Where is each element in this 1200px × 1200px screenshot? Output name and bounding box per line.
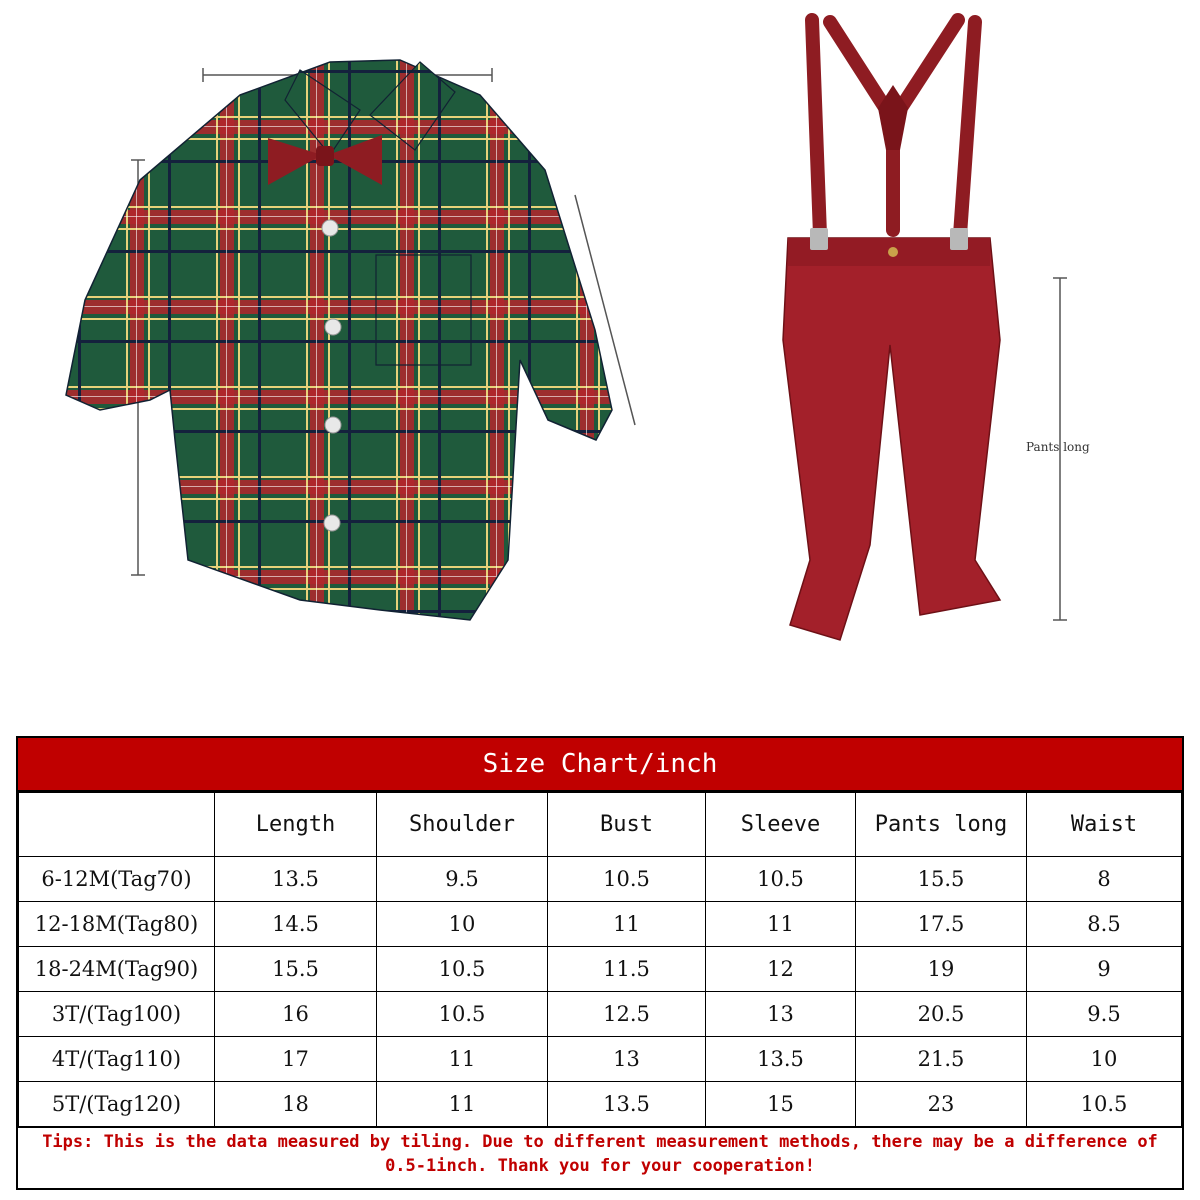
table-cell: 9 (1027, 947, 1182, 992)
red-pants-image (783, 20, 1000, 640)
table-cell: 10 (377, 902, 548, 947)
table-cell: 8 (1027, 857, 1182, 902)
size-label-cell: 3T/(Tag100) (19, 992, 215, 1037)
table-cell: 16 (215, 992, 377, 1037)
table-cell: 12.5 (548, 992, 706, 1037)
column-header: Bust (548, 793, 706, 857)
table-cell: 11 (377, 1082, 548, 1127)
column-header: Pants long (856, 793, 1027, 857)
table-row (19, 857, 1182, 902)
table-cell: 13 (548, 1037, 706, 1082)
table-cell: 11 (548, 902, 706, 947)
table-cell: 10 (1027, 1037, 1182, 1082)
table-row (19, 1082, 1182, 1127)
table-cell: 13 (706, 992, 856, 1037)
size-label-cell: 6-12M(Tag70) (19, 857, 215, 902)
table-cell: 13.5 (706, 1037, 856, 1082)
table-cell: 11.5 (548, 947, 706, 992)
column-header: Length (215, 793, 377, 857)
table-header-row (19, 793, 1182, 857)
table-cell: 20.5 (856, 992, 1027, 1037)
size-chart-title: Size Chart/inch (18, 738, 1182, 792)
table-cell: 10.5 (548, 857, 706, 902)
table-cell: 11 (377, 1037, 548, 1082)
table-cell: 10.5 (706, 857, 856, 902)
table-cell: 18 (215, 1082, 377, 1127)
measurement-tips: Tips: This is the data measured by tiling. Due to different measurement methods, there may be a difference of 0.5-1inch. Thank you for your cooperation! (18, 1127, 1182, 1178)
table-cell: 13.5 (215, 857, 377, 902)
table-cell: 17.5 (856, 902, 1027, 947)
table-cell: 19 (856, 947, 1027, 992)
table-cell: 15 (706, 1082, 856, 1127)
table-row (19, 902, 1182, 947)
table-cell: 10.5 (1027, 1082, 1182, 1127)
column-header: Sleeve (706, 793, 856, 857)
table-row (19, 1037, 1182, 1082)
column-header: Waist (1027, 793, 1182, 857)
column-header-empty (19, 793, 215, 857)
plaid-shirt-image (66, 60, 612, 620)
table-cell: 15.5 (856, 857, 1027, 902)
table-cell: 10.5 (377, 947, 548, 992)
table-cell: 14.5 (215, 902, 377, 947)
table-cell: 21.5 (856, 1037, 1027, 1082)
table-row (19, 947, 1182, 992)
size-table (18, 792, 1182, 1127)
size-chart (16, 736, 1184, 1190)
table-cell: 23 (856, 1082, 1027, 1127)
size-label-cell: 4T/(Tag110) (19, 1037, 215, 1082)
table-cell: 11 (706, 902, 856, 947)
table-cell: 8.5 (1027, 902, 1182, 947)
pants-long-label: Pants long (1026, 440, 1090, 454)
table-cell: 12 (706, 947, 856, 992)
size-label-cell: 5T/(Tag120) (19, 1082, 215, 1127)
table-cell: 9.5 (377, 857, 548, 902)
table-cell: 10.5 (377, 992, 548, 1037)
size-label-cell: 18-24M(Tag90) (19, 947, 215, 992)
table-cell: 17 (215, 1037, 377, 1082)
table-row (19, 992, 1182, 1037)
table-cell: 9.5 (1027, 992, 1182, 1037)
table-cell: 15.5 (215, 947, 377, 992)
size-label-cell: 12-18M(Tag80) (19, 902, 215, 947)
column-header: Shoulder (377, 793, 548, 857)
table-cell: 13.5 (548, 1082, 706, 1127)
